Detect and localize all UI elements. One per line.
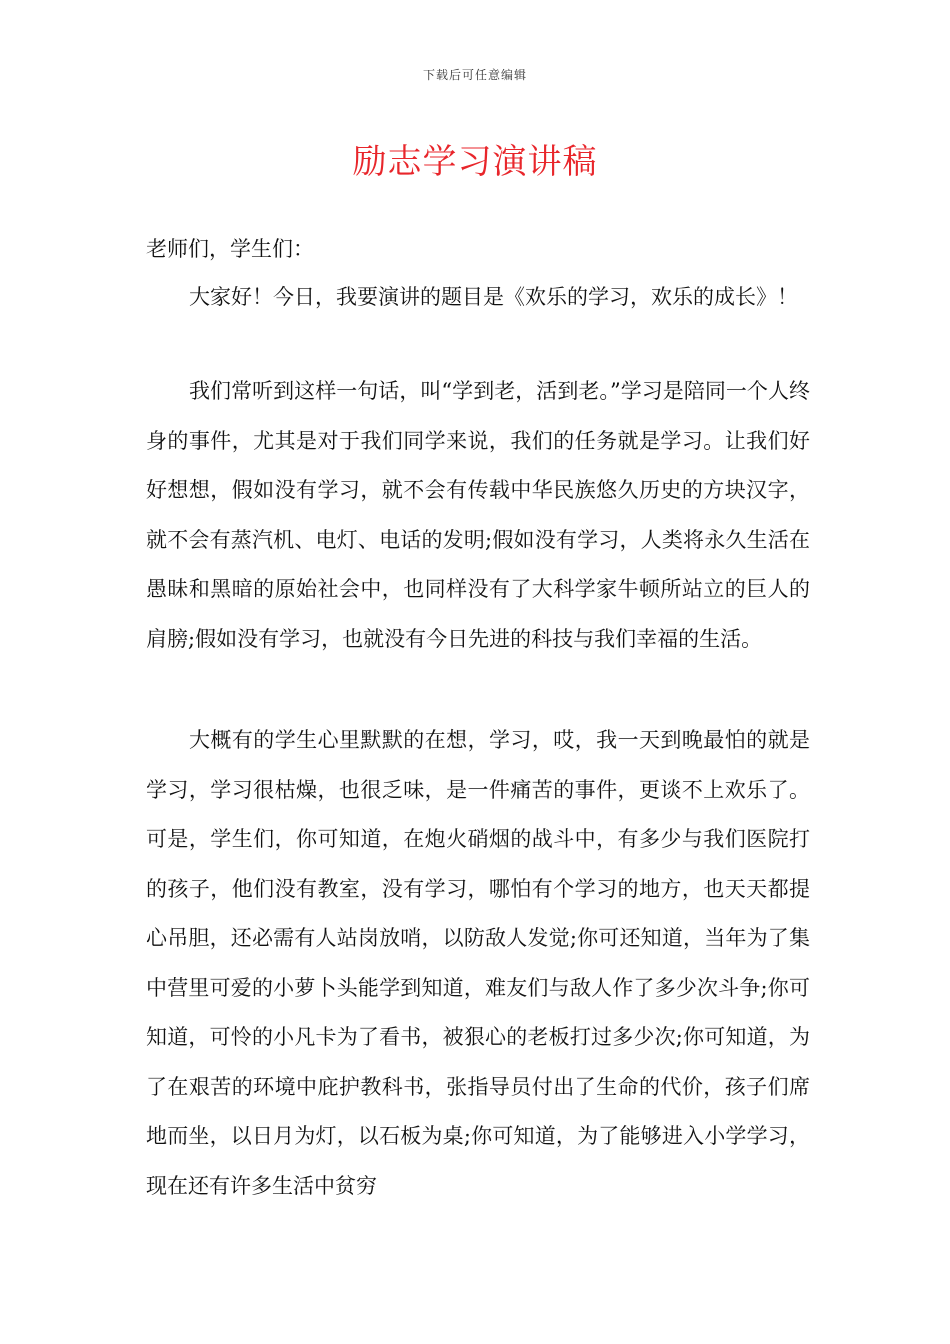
body-paragraph: 大概有的学生心里默默的在想，学习，哎，我一天到晚最怕的就是学习，学习很枯燥，也很乏味，是一件痛苦的事件，更谈不上欢乐了。可是，学生们，你可知道，在炮火硝烟的战斗中，有多少与我们医院打的孩子，他们没有教室，没有学习，哪怕有个学习的地方，也天天都提心吊胆，还必需有人站岗放哨，以防敌人发觉;你可还知道，当年为了集中营里可爱的小萝卜头能学到知道，难友们与敌人作了多少次斗争;你可知道，可怜的小凡卡为了看书，被狠心的老板打过多少次;你可知道，为了在艰苦的环境中庇护教科书，张指导员付出了生命的代价，孩子们席地而坐，以日月为灯，以石板为桌;你可知道，为了能够进入小学学习，现在还有许多生活中贫穷 [146,728,810,1198]
greeting-line: 大家好！今日，我要演讲的题目是《欢乐的学习，欢乐的成长》！ [189,285,798,309]
salutation: 老师们，学生们： [146,237,314,261]
document-title: 励志学习演讲稿 [352,142,598,182]
header-note: 下载后可任意编辑 [422,68,527,82]
body-paragraph: 我们常听到这样一句话，叫“学到老，活到老。”学习是陪同一个人终身的事件，尤其是对于我们同学来说，我们的任务就是学习。让我们好好想想，假如没有学习，就不会有传载中华民族悠久历史的方块汉字，就不会有蒸汽机、电灯、电话的发明;假如没有学习，人类将永久生活在愚昧和黑暗的原始社会中，也同样没有了大科学家牛顿所站立的巨人的肩膀;假如没有学习，也就没有今日先进的科技与我们幸福的生活。 [146,379,810,651]
